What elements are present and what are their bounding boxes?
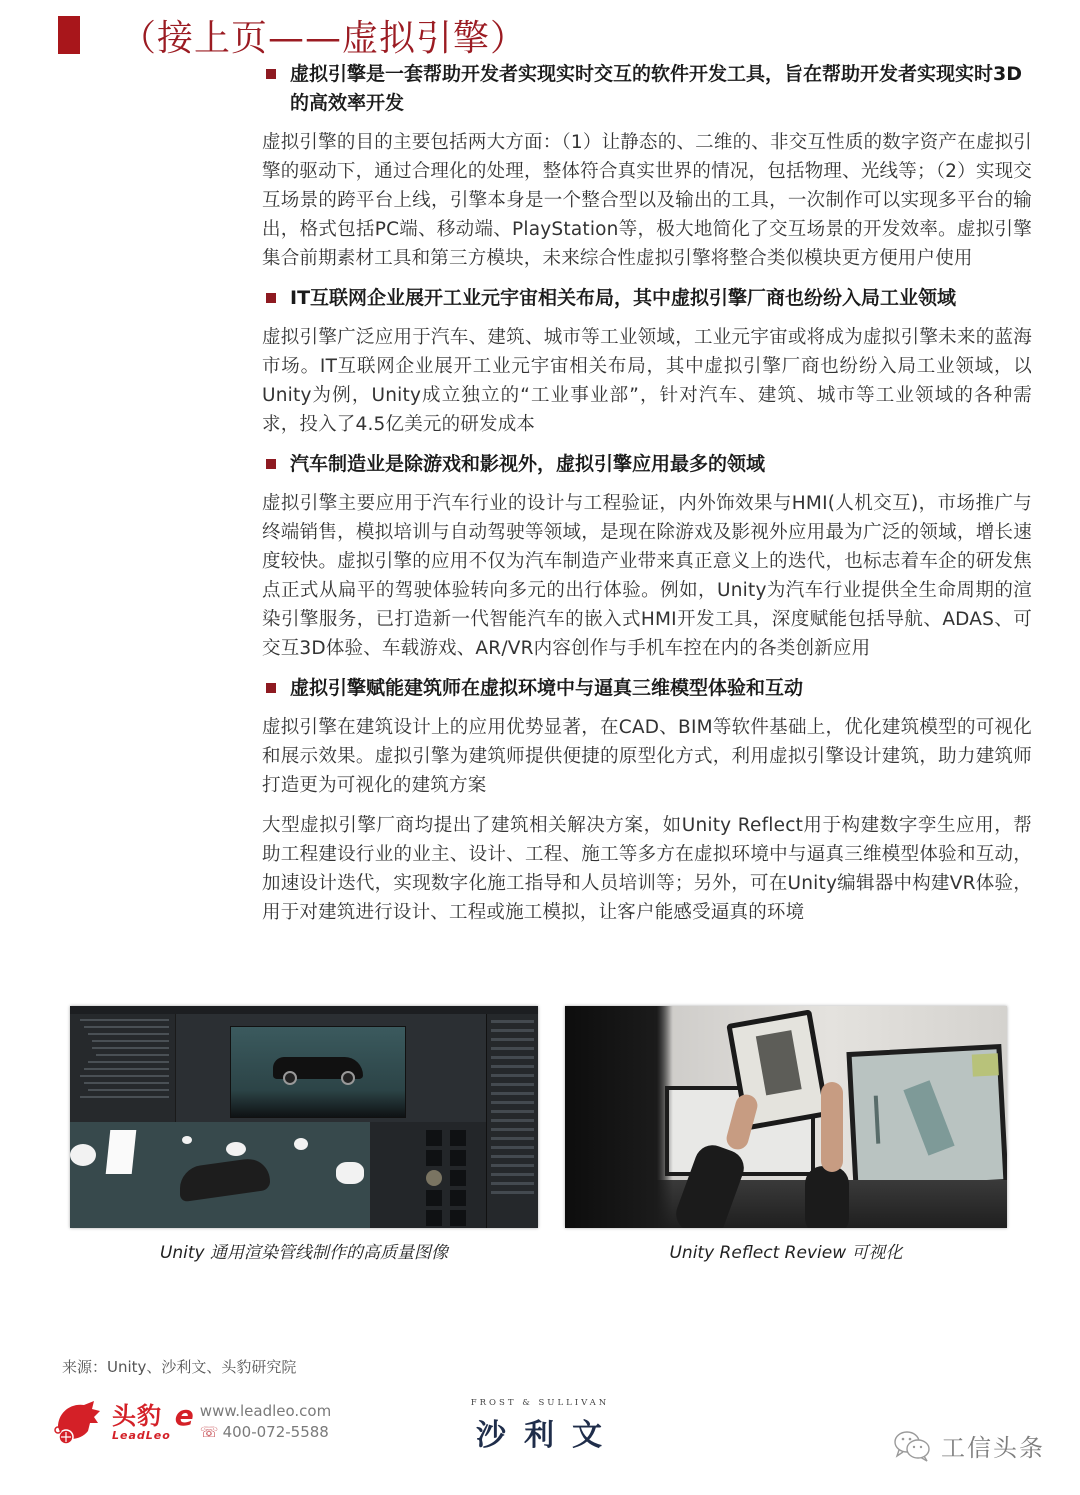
section-overview	[262, 60, 1032, 273]
scene-view	[70, 1122, 370, 1228]
hierarchy-panel	[70, 1014, 176, 1122]
page-title: （接上页——虚拟引擎）	[120, 17, 528, 59]
paragraph: 虚拟引擎的目的主要包括两大方面：（1）让静态的、二维的、非交互性质的数字资产在虚拟引擎的驱动下，通过合理化的处理，整体符合真实世界的情况，包括物理、光线等；（2）实现交互场景的跨平台上线，引擎本身是一个整合型以及输出的工具，一次制作可以实现多平台的输出，格式包括PC端、移动端、PlayStation等，极大地简化了交互场景的开发效率。虚拟引擎集合前期素材工具和第三方模块，未来综合性虚拟引擎将整合类似模块更方便用户使用	[262, 132, 1032, 269]
square-bullet-icon	[266, 683, 276, 693]
source-note: 来源：Unity、沙利文、头豹研究院	[62, 1358, 297, 1376]
section-industrial-metaverse	[262, 284, 1032, 439]
figure-caption: Unity 通用渲染管线制作的高质量图像	[159, 1243, 449, 1263]
paragraph: 虚拟引擎广泛应用于汽车、建筑、城市等工业领域，工业元宇宙或将成为虚拟引擎未来的蓝海市场。IT互联网企业展开工业元宇宙相关布局，其中虚拟引擎厂商也纷纷入局工业领域，以Unity为例，Unity成立独立的“工业事业部”，针对汽车、建筑、城市等工业领域的各种需求，投入了4.5亿美元的研发成本	[262, 327, 1032, 435]
monitor-right	[846, 1044, 1007, 1192]
page-header	[58, 10, 527, 60]
main-content	[262, 60, 1032, 938]
square-bullet-icon	[266, 293, 276, 303]
scene-car	[180, 1156, 270, 1203]
e-mark-icon: e	[174, 1398, 194, 1432]
section-heading: 虚拟引擎赋能建筑师在虚拟环境中与逼真三维模型体验和互动	[262, 674, 1032, 703]
figure-unity-reflect	[565, 1006, 1007, 1263]
paragraph: 虚拟引擎主要应用于汽车行业的设计与工程验证，内外饰效果与HMI(人机交互)，市场推广与终端销售，模拟培训与自动驾驶等领域，是现在除游戏及影视外应用最为广泛的领域，增长速度较快。虚拟引擎的应用不仅为汽车制造产业带来真正意义上的迭代，也标志着车企的研发焦点正式从扁平的驾驶体验转向多元的出行体验。例如，Unity为汽车行业提供全生命周期的渲染引擎服务，已打造新一代智能汽车的嵌入式HMI开发工具，深度赋能包括导航、ADAS、可交互3D体验、车载游戏、AR/VR内容创作与手机车控在内的各类创新应用	[262, 493, 1032, 659]
game-view	[230, 1026, 406, 1118]
leadleo-logo	[52, 1394, 331, 1450]
phone-row	[200, 1422, 331, 1443]
wechat-watermark: 工信头条	[893, 1428, 1045, 1463]
square-bullet-icon	[266, 459, 276, 469]
section-architecture	[262, 674, 1032, 927]
unity-editor-image	[70, 1006, 538, 1228]
figures-row	[70, 1006, 1010, 1263]
header-accent-bar	[58, 16, 80, 54]
reflect-review-photo	[565, 1006, 1007, 1228]
paragraph: 大型虚拟引擎厂商均提出了建筑相关解决方案，如Unity Reflect用于构建数字孪生应用，帮助工程建设行业的业主、设计、工程、施工等多方在虚拟环境中与逼真三维模型体验和互动，加速设计迭代，实现数字化施工指导和人员培训等；另外，可在Unity编辑器中构建VR体验，用于对建筑进行设计、工程或施工模拟，让客户能感受逼真的环境	[262, 815, 1032, 923]
light-panel	[106, 1130, 137, 1174]
figure-caption: Unity Reflect Review 可视化	[669, 1243, 903, 1263]
phone-number: 400-072-5588	[222, 1423, 329, 1441]
figure-unity-render	[70, 1006, 538, 1263]
frost-sullivan-logo: FROST & SULLIVAN 沙利文	[470, 1398, 620, 1453]
phone-icon: ☏	[199, 1423, 219, 1441]
section-heading: 汽车制造业是除游戏和影视外，虚拟引擎应用最多的领域	[262, 450, 1032, 479]
section-heading: IT互联网企业展开工业元宇宙相关布局，其中虚拟引擎厂商也纷纷入局工业领域	[262, 284, 1032, 313]
asset-browser	[370, 1122, 486, 1228]
leopard-head-icon	[52, 1397, 102, 1447]
square-bullet-icon	[266, 69, 276, 79]
section-heading: 虚拟引擎是一套帮助开发者实现实时交互的软件开发工具，旨在帮助开发者实现实时3D的高效率开发	[262, 60, 1032, 118]
person-silhouette	[565, 1006, 673, 1228]
section-automotive	[262, 450, 1032, 663]
leadleo-wordmark: 头豹 LeadLeo	[112, 1401, 171, 1442]
website-link[interactable]: www.leadleo.com	[199, 1402, 332, 1420]
leadleo-contacts	[200, 1401, 331, 1443]
paragraph: 虚拟引擎在建筑设计上的应用优势显著，在CAD、BIM等软件基础上，优化建筑模型的可视化和展示效果。虚拟引擎为建筑师提供便捷的原型化方式，利用虚拟引擎设计建筑，助力建筑师打造更为可视化的建筑方案	[262, 717, 1032, 796]
editor-toolbar	[70, 1006, 538, 1014]
wechat-icon	[893, 1429, 933, 1463]
inspector-panel	[486, 1014, 538, 1228]
